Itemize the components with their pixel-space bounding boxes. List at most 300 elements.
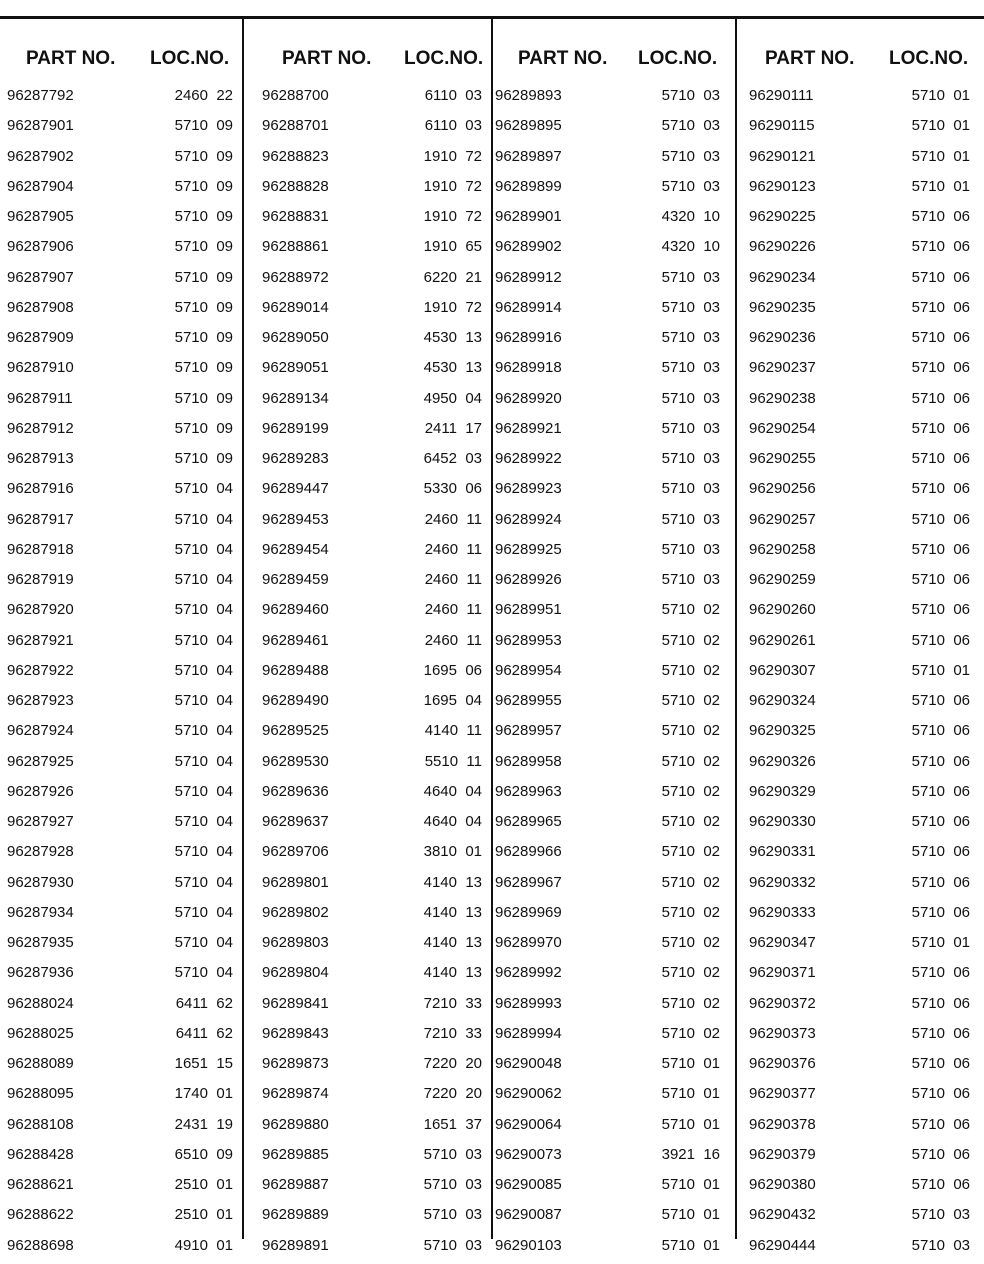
table-row bbox=[244, 840, 491, 870]
part-number: 96289954 bbox=[495, 661, 562, 679]
column-header bbox=[737, 48, 984, 74]
part-number: 96289801 bbox=[262, 873, 329, 891]
table-row bbox=[493, 145, 735, 175]
part-no-header: PART NO. bbox=[26, 48, 116, 69]
location-number: 5710 01 bbox=[911, 177, 970, 195]
table-row bbox=[244, 235, 491, 265]
table-row bbox=[244, 1173, 491, 1203]
location-number: 5710 06 bbox=[911, 510, 970, 528]
part-number: 96288025 bbox=[7, 1024, 74, 1042]
location-number: 2460 11 bbox=[424, 571, 482, 588]
location-number: 5710 04 bbox=[174, 692, 233, 709]
part-number: 96287913 bbox=[7, 450, 74, 467]
location-number: 5710 01 bbox=[911, 147, 970, 165]
part-number: 96289841 bbox=[262, 994, 329, 1012]
part-number: 96289525 bbox=[262, 722, 329, 740]
location-number: 2460 22 bbox=[174, 87, 233, 104]
location-number: 5710 04 bbox=[174, 903, 233, 921]
part-number: 96289843 bbox=[262, 1024, 329, 1042]
table-row bbox=[244, 1052, 491, 1082]
location-number: 5710 06 bbox=[911, 1085, 970, 1103]
location-number: 4320 10 bbox=[661, 208, 720, 225]
table-row bbox=[493, 568, 735, 598]
part-number: 96290238 bbox=[749, 389, 816, 407]
part-number: 96290260 bbox=[749, 601, 816, 619]
location-number: 5710 04 bbox=[174, 934, 233, 951]
part-number: 96289925 bbox=[495, 540, 562, 558]
table-row bbox=[493, 750, 735, 780]
location-number: 5710 03 bbox=[661, 419, 720, 437]
location-number: 5710 02 bbox=[661, 813, 720, 830]
part-number: 96290376 bbox=[749, 1055, 816, 1072]
location-number: 5710 01 bbox=[911, 87, 970, 104]
table-row bbox=[244, 1143, 491, 1173]
part-number: 96287908 bbox=[7, 298, 74, 316]
location-number: 5710 03 bbox=[661, 117, 720, 135]
part-number: 96290226 bbox=[749, 238, 816, 256]
location-number: 7210 33 bbox=[423, 1024, 482, 1042]
location-number: 5710 01 bbox=[661, 1176, 720, 1193]
part-number: 96290256 bbox=[749, 480, 816, 498]
part-number: 96290236 bbox=[749, 329, 816, 346]
table-row bbox=[737, 689, 984, 719]
table-row bbox=[493, 629, 735, 659]
location-number: 5710 06 bbox=[911, 722, 970, 740]
part-number: 96289636 bbox=[262, 782, 329, 800]
table-row bbox=[737, 750, 984, 780]
location-number: 5330 06 bbox=[423, 480, 482, 498]
location-number: 5710 02 bbox=[661, 692, 720, 709]
table-row bbox=[493, 598, 735, 628]
part-number: 96289953 bbox=[495, 631, 562, 649]
location-number: 4140 13 bbox=[423, 873, 482, 891]
table-row bbox=[493, 387, 735, 417]
table-row bbox=[0, 84, 242, 114]
table-row bbox=[0, 1203, 242, 1233]
part-number: 96290235 bbox=[749, 298, 816, 316]
part-number: 96289488 bbox=[262, 661, 329, 679]
table-row bbox=[493, 417, 735, 447]
table-row bbox=[244, 296, 491, 326]
table-row bbox=[737, 992, 984, 1022]
table-row bbox=[493, 992, 735, 1022]
table-row bbox=[493, 1203, 735, 1233]
part-number: 96289885 bbox=[262, 1145, 329, 1163]
part-number: 96288024 bbox=[7, 994, 74, 1012]
location-number: 5710 09 bbox=[174, 117, 233, 135]
location-number: 4140 13 bbox=[423, 964, 482, 982]
table-row bbox=[0, 296, 242, 326]
location-number: 5710 09 bbox=[174, 147, 233, 165]
table-row bbox=[0, 840, 242, 870]
location-number: 5710 06 bbox=[911, 813, 970, 830]
part-number: 96288972 bbox=[262, 268, 329, 286]
location-number: 2510 01 bbox=[174, 1176, 233, 1193]
location-number: 1740 01 bbox=[174, 1085, 233, 1103]
part-number: 96288108 bbox=[7, 1115, 74, 1133]
location-number: 5710 06 bbox=[911, 1024, 970, 1042]
table-row bbox=[737, 235, 984, 265]
table-row bbox=[0, 477, 242, 507]
table-row bbox=[244, 931, 491, 961]
location-number: 5710 01 bbox=[661, 1206, 720, 1224]
location-number: 5710 04 bbox=[174, 782, 233, 800]
part-number: 96289921 bbox=[495, 419, 562, 437]
table-row bbox=[0, 1143, 242, 1173]
part-number: 96288095 bbox=[7, 1085, 74, 1103]
location-number: 5710 02 bbox=[661, 873, 720, 891]
table-row bbox=[493, 1173, 735, 1203]
table-row bbox=[244, 659, 491, 689]
part-number: 96290257 bbox=[749, 510, 816, 528]
part-number: 96287925 bbox=[7, 752, 74, 770]
part-number: 96290062 bbox=[495, 1085, 562, 1103]
location-number: 1910 72 bbox=[423, 147, 482, 165]
part-no-header: PART NO. bbox=[518, 48, 608, 69]
part-number: 96287918 bbox=[7, 540, 74, 558]
part-number: 96289951 bbox=[495, 601, 562, 619]
part-number: 96290371 bbox=[749, 964, 816, 982]
location-number: 5710 06 bbox=[911, 692, 970, 709]
location-number: 1695 04 bbox=[423, 692, 482, 709]
part-number: 96287920 bbox=[7, 601, 74, 619]
table-row bbox=[737, 1082, 984, 1112]
part-number: 96289994 bbox=[495, 1024, 562, 1042]
location-number: 5710 03 bbox=[661, 480, 720, 498]
location-number: 5710 02 bbox=[661, 722, 720, 740]
part-number: 96290254 bbox=[749, 419, 816, 437]
table-row bbox=[737, 205, 984, 235]
table-row bbox=[737, 901, 984, 931]
table-row bbox=[244, 356, 491, 386]
location-number: 5710 06 bbox=[911, 540, 970, 558]
table-row bbox=[0, 689, 242, 719]
part-number: 96289920 bbox=[495, 389, 562, 407]
table-row bbox=[0, 992, 242, 1022]
location-number: 4640 04 bbox=[423, 782, 482, 800]
part-number: 96287907 bbox=[7, 268, 74, 286]
loc-no-header: LOC.NO. bbox=[638, 48, 718, 69]
part-number: 96290087 bbox=[495, 1206, 562, 1224]
table-row bbox=[737, 1234, 984, 1264]
location-number: 5710 09 bbox=[174, 329, 233, 346]
rows bbox=[737, 84, 984, 1264]
part-number: 96290258 bbox=[749, 540, 816, 558]
part-number: 96287904 bbox=[7, 177, 74, 195]
location-number: 4950 04 bbox=[423, 389, 482, 407]
part-number: 96290347 bbox=[749, 934, 816, 951]
location-number: 3921 16 bbox=[661, 1145, 720, 1163]
table-row bbox=[0, 1022, 242, 1052]
table-row bbox=[244, 175, 491, 205]
column-header bbox=[0, 48, 242, 74]
part-number: 96288089 bbox=[7, 1055, 74, 1072]
part-number: 96289899 bbox=[495, 177, 562, 195]
location-number: 5710 06 bbox=[911, 419, 970, 437]
part-number: 96289914 bbox=[495, 298, 562, 316]
location-number: 4910 01 bbox=[174, 1236, 233, 1254]
table-row bbox=[493, 447, 735, 477]
table-row bbox=[737, 508, 984, 538]
part-number: 96289902 bbox=[495, 238, 562, 256]
location-number: 5710 02 bbox=[661, 994, 720, 1012]
location-number: 5710 06 bbox=[911, 903, 970, 921]
part-number: 96290307 bbox=[749, 661, 816, 679]
location-number: 5710 03 bbox=[661, 298, 720, 316]
table-row bbox=[0, 508, 242, 538]
location-number: 5710 01 bbox=[661, 1115, 720, 1133]
location-number: 5710 09 bbox=[174, 419, 233, 437]
table-row bbox=[0, 326, 242, 356]
table-row bbox=[0, 629, 242, 659]
location-number: 5710 06 bbox=[911, 1145, 970, 1163]
table-row bbox=[493, 538, 735, 568]
table-row bbox=[737, 1173, 984, 1203]
location-number: 5710 06 bbox=[911, 359, 970, 377]
location-number: 5710 04 bbox=[174, 964, 233, 982]
location-number: 5710 01 bbox=[661, 1236, 720, 1254]
location-number: 4640 04 bbox=[423, 813, 482, 830]
location-number: 5710 03 bbox=[661, 177, 720, 195]
location-number: 5710 04 bbox=[174, 510, 233, 528]
part-number: 96288698 bbox=[7, 1236, 74, 1254]
location-number: 7220 20 bbox=[423, 1055, 482, 1072]
table-row bbox=[0, 750, 242, 780]
part-number: 96290115 bbox=[749, 117, 815, 135]
part-number: 96287792 bbox=[7, 87, 74, 104]
table-row bbox=[493, 326, 735, 356]
table-row bbox=[0, 417, 242, 447]
loc-no-header: LOC.NO. bbox=[150, 48, 230, 69]
location-number: 5710 01 bbox=[911, 117, 970, 135]
location-number: 2510 01 bbox=[174, 1206, 233, 1224]
part-number: 96289637 bbox=[262, 813, 329, 830]
part-number: 96287905 bbox=[7, 208, 74, 225]
table-row bbox=[244, 598, 491, 628]
part-number: 96287916 bbox=[7, 480, 74, 498]
location-number: 5710 06 bbox=[911, 208, 970, 225]
location-number: 5710 04 bbox=[174, 722, 233, 740]
location-number: 5710 06 bbox=[911, 480, 970, 498]
column-header bbox=[244, 48, 491, 74]
part-number: 96287910 bbox=[7, 359, 74, 377]
table-row bbox=[493, 1052, 735, 1082]
table-row bbox=[737, 840, 984, 870]
table-row bbox=[0, 598, 242, 628]
table-row bbox=[244, 689, 491, 719]
table-row bbox=[0, 1113, 242, 1143]
table-row bbox=[0, 901, 242, 931]
location-number: 6452 03 bbox=[423, 450, 482, 467]
part-number: 96287909 bbox=[7, 329, 74, 346]
location-number: 5710 06 bbox=[911, 571, 970, 588]
part-number: 96287927 bbox=[7, 813, 74, 830]
part-number: 96289966 bbox=[495, 843, 562, 861]
location-number: 5710 06 bbox=[911, 329, 970, 346]
location-number: 1695 06 bbox=[423, 661, 482, 679]
table-row bbox=[493, 84, 735, 114]
table-row bbox=[737, 477, 984, 507]
table-row bbox=[737, 598, 984, 628]
location-number: 2431 19 bbox=[174, 1115, 233, 1133]
part-number: 96289918 bbox=[495, 359, 562, 377]
location-number: 5710 06 bbox=[911, 238, 970, 256]
loc-no-header: LOC.NO. bbox=[404, 48, 484, 69]
part-number: 96290377 bbox=[749, 1085, 816, 1103]
part-number: 96289895 bbox=[495, 117, 562, 135]
location-number: 5710 02 bbox=[661, 964, 720, 982]
table-row bbox=[737, 1113, 984, 1143]
table-row bbox=[244, 114, 491, 144]
table-row bbox=[244, 1113, 491, 1143]
table-row bbox=[493, 296, 735, 326]
part-number: 96289447 bbox=[262, 480, 329, 498]
location-number: 5710 03 bbox=[661, 87, 720, 104]
location-number: 4320 10 bbox=[661, 238, 720, 256]
part-number: 96290085 bbox=[495, 1176, 562, 1193]
table-row bbox=[737, 1143, 984, 1173]
rows bbox=[244, 84, 491, 1264]
part-number: 96290329 bbox=[749, 782, 816, 800]
table-row bbox=[737, 447, 984, 477]
location-number: 5710 04 bbox=[174, 661, 233, 679]
location-number: 4530 13 bbox=[423, 329, 482, 346]
part-number: 96287921 bbox=[7, 631, 74, 649]
location-number: 5710 02 bbox=[661, 661, 720, 679]
part-number: 96290261 bbox=[749, 631, 816, 649]
location-number: 5710 02 bbox=[661, 843, 720, 861]
table-row bbox=[737, 266, 984, 296]
table-row bbox=[737, 1052, 984, 1082]
table-row bbox=[244, 901, 491, 931]
table-row bbox=[244, 84, 491, 114]
table-row bbox=[0, 1082, 242, 1112]
part-number: 96287902 bbox=[7, 147, 74, 165]
location-number: 5710 06 bbox=[911, 994, 970, 1012]
part-number: 96290234 bbox=[749, 268, 816, 286]
table-row bbox=[0, 659, 242, 689]
table-row bbox=[493, 961, 735, 991]
part-number: 96289802 bbox=[262, 903, 329, 921]
location-number: 5710 03 bbox=[423, 1206, 482, 1224]
table-row bbox=[493, 235, 735, 265]
table-row bbox=[493, 1143, 735, 1173]
parts-column-2 bbox=[244, 18, 491, 1254]
loc-no-header: LOC.NO. bbox=[889, 48, 969, 69]
location-number: 5710 03 bbox=[661, 359, 720, 377]
location-number: 1910 72 bbox=[423, 208, 482, 225]
part-number: 96290380 bbox=[749, 1176, 816, 1193]
part-number: 96290048 bbox=[495, 1055, 562, 1072]
part-number: 96289924 bbox=[495, 510, 562, 528]
part-no-header: PART NO. bbox=[765, 48, 855, 69]
location-number: 6411 62 bbox=[175, 994, 233, 1012]
part-number: 96289873 bbox=[262, 1055, 329, 1072]
location-number: 4140 13 bbox=[423, 903, 482, 921]
part-number: 96289969 bbox=[495, 903, 562, 921]
location-number: 5710 03 bbox=[661, 147, 720, 165]
table-row bbox=[737, 114, 984, 144]
location-number: 7220 20 bbox=[423, 1085, 482, 1103]
table-row bbox=[0, 387, 242, 417]
location-number: 2460 11 bbox=[424, 631, 482, 649]
table-row bbox=[493, 931, 735, 961]
table-row bbox=[737, 326, 984, 356]
part-number: 96290073 bbox=[495, 1145, 562, 1163]
location-number: 5710 06 bbox=[911, 1055, 970, 1072]
table-row bbox=[244, 992, 491, 1022]
location-number: 5710 02 bbox=[661, 934, 720, 951]
location-number: 5710 04 bbox=[174, 843, 233, 861]
part-number: 96290379 bbox=[749, 1145, 816, 1163]
location-number: 5710 03 bbox=[661, 510, 720, 528]
table-row bbox=[737, 1203, 984, 1233]
part-number: 96290330 bbox=[749, 813, 816, 830]
part-number: 96290331 bbox=[749, 843, 816, 861]
part-number: 96289199 bbox=[262, 419, 329, 437]
part-number: 96289926 bbox=[495, 571, 562, 588]
table-row bbox=[244, 1203, 491, 1233]
part-number: 96290121 bbox=[749, 147, 816, 165]
table-row bbox=[244, 750, 491, 780]
location-number: 5710 06 bbox=[911, 843, 970, 861]
table-row bbox=[0, 1173, 242, 1203]
table-row bbox=[493, 477, 735, 507]
table-row bbox=[0, 1234, 242, 1264]
part-number: 96289901 bbox=[495, 208, 562, 225]
part-number: 96289889 bbox=[262, 1206, 329, 1224]
part-number: 96289963 bbox=[495, 782, 562, 800]
location-number: 5710 04 bbox=[174, 540, 233, 558]
table-row bbox=[244, 1082, 491, 1112]
part-number: 96290255 bbox=[749, 450, 816, 467]
column-header bbox=[493, 48, 735, 74]
rows bbox=[0, 84, 242, 1264]
table-row bbox=[493, 205, 735, 235]
part-number: 96289967 bbox=[495, 873, 562, 891]
rows bbox=[493, 84, 735, 1264]
table-row bbox=[0, 235, 242, 265]
part-number: 96287928 bbox=[7, 843, 74, 861]
part-number: 96289706 bbox=[262, 843, 329, 861]
location-number: 5710 04 bbox=[174, 571, 233, 588]
part-number: 96287922 bbox=[7, 661, 74, 679]
table-row bbox=[737, 871, 984, 901]
location-number: 2460 11 bbox=[424, 540, 482, 558]
location-number: 5710 01 bbox=[661, 1085, 720, 1103]
part-number: 96290259 bbox=[749, 571, 816, 588]
part-number: 96289453 bbox=[262, 510, 329, 528]
table-row bbox=[244, 961, 491, 991]
table-row bbox=[0, 447, 242, 477]
location-number: 6220 21 bbox=[423, 268, 482, 286]
location-number: 5710 09 bbox=[174, 450, 233, 467]
table-row bbox=[0, 568, 242, 598]
part-number: 96290123 bbox=[749, 177, 816, 195]
table-row bbox=[244, 508, 491, 538]
location-number: 5710 03 bbox=[661, 571, 720, 588]
location-number: 5710 09 bbox=[174, 177, 233, 195]
table-row bbox=[244, 417, 491, 447]
part-number: 96289993 bbox=[495, 994, 562, 1012]
table-row bbox=[493, 1234, 735, 1264]
table-row bbox=[737, 1022, 984, 1052]
table-row bbox=[493, 689, 735, 719]
part-number: 96288622 bbox=[7, 1206, 74, 1224]
part-number: 96289891 bbox=[262, 1236, 329, 1254]
part-number: 96290373 bbox=[749, 1024, 816, 1042]
part-number: 96290372 bbox=[749, 994, 816, 1012]
